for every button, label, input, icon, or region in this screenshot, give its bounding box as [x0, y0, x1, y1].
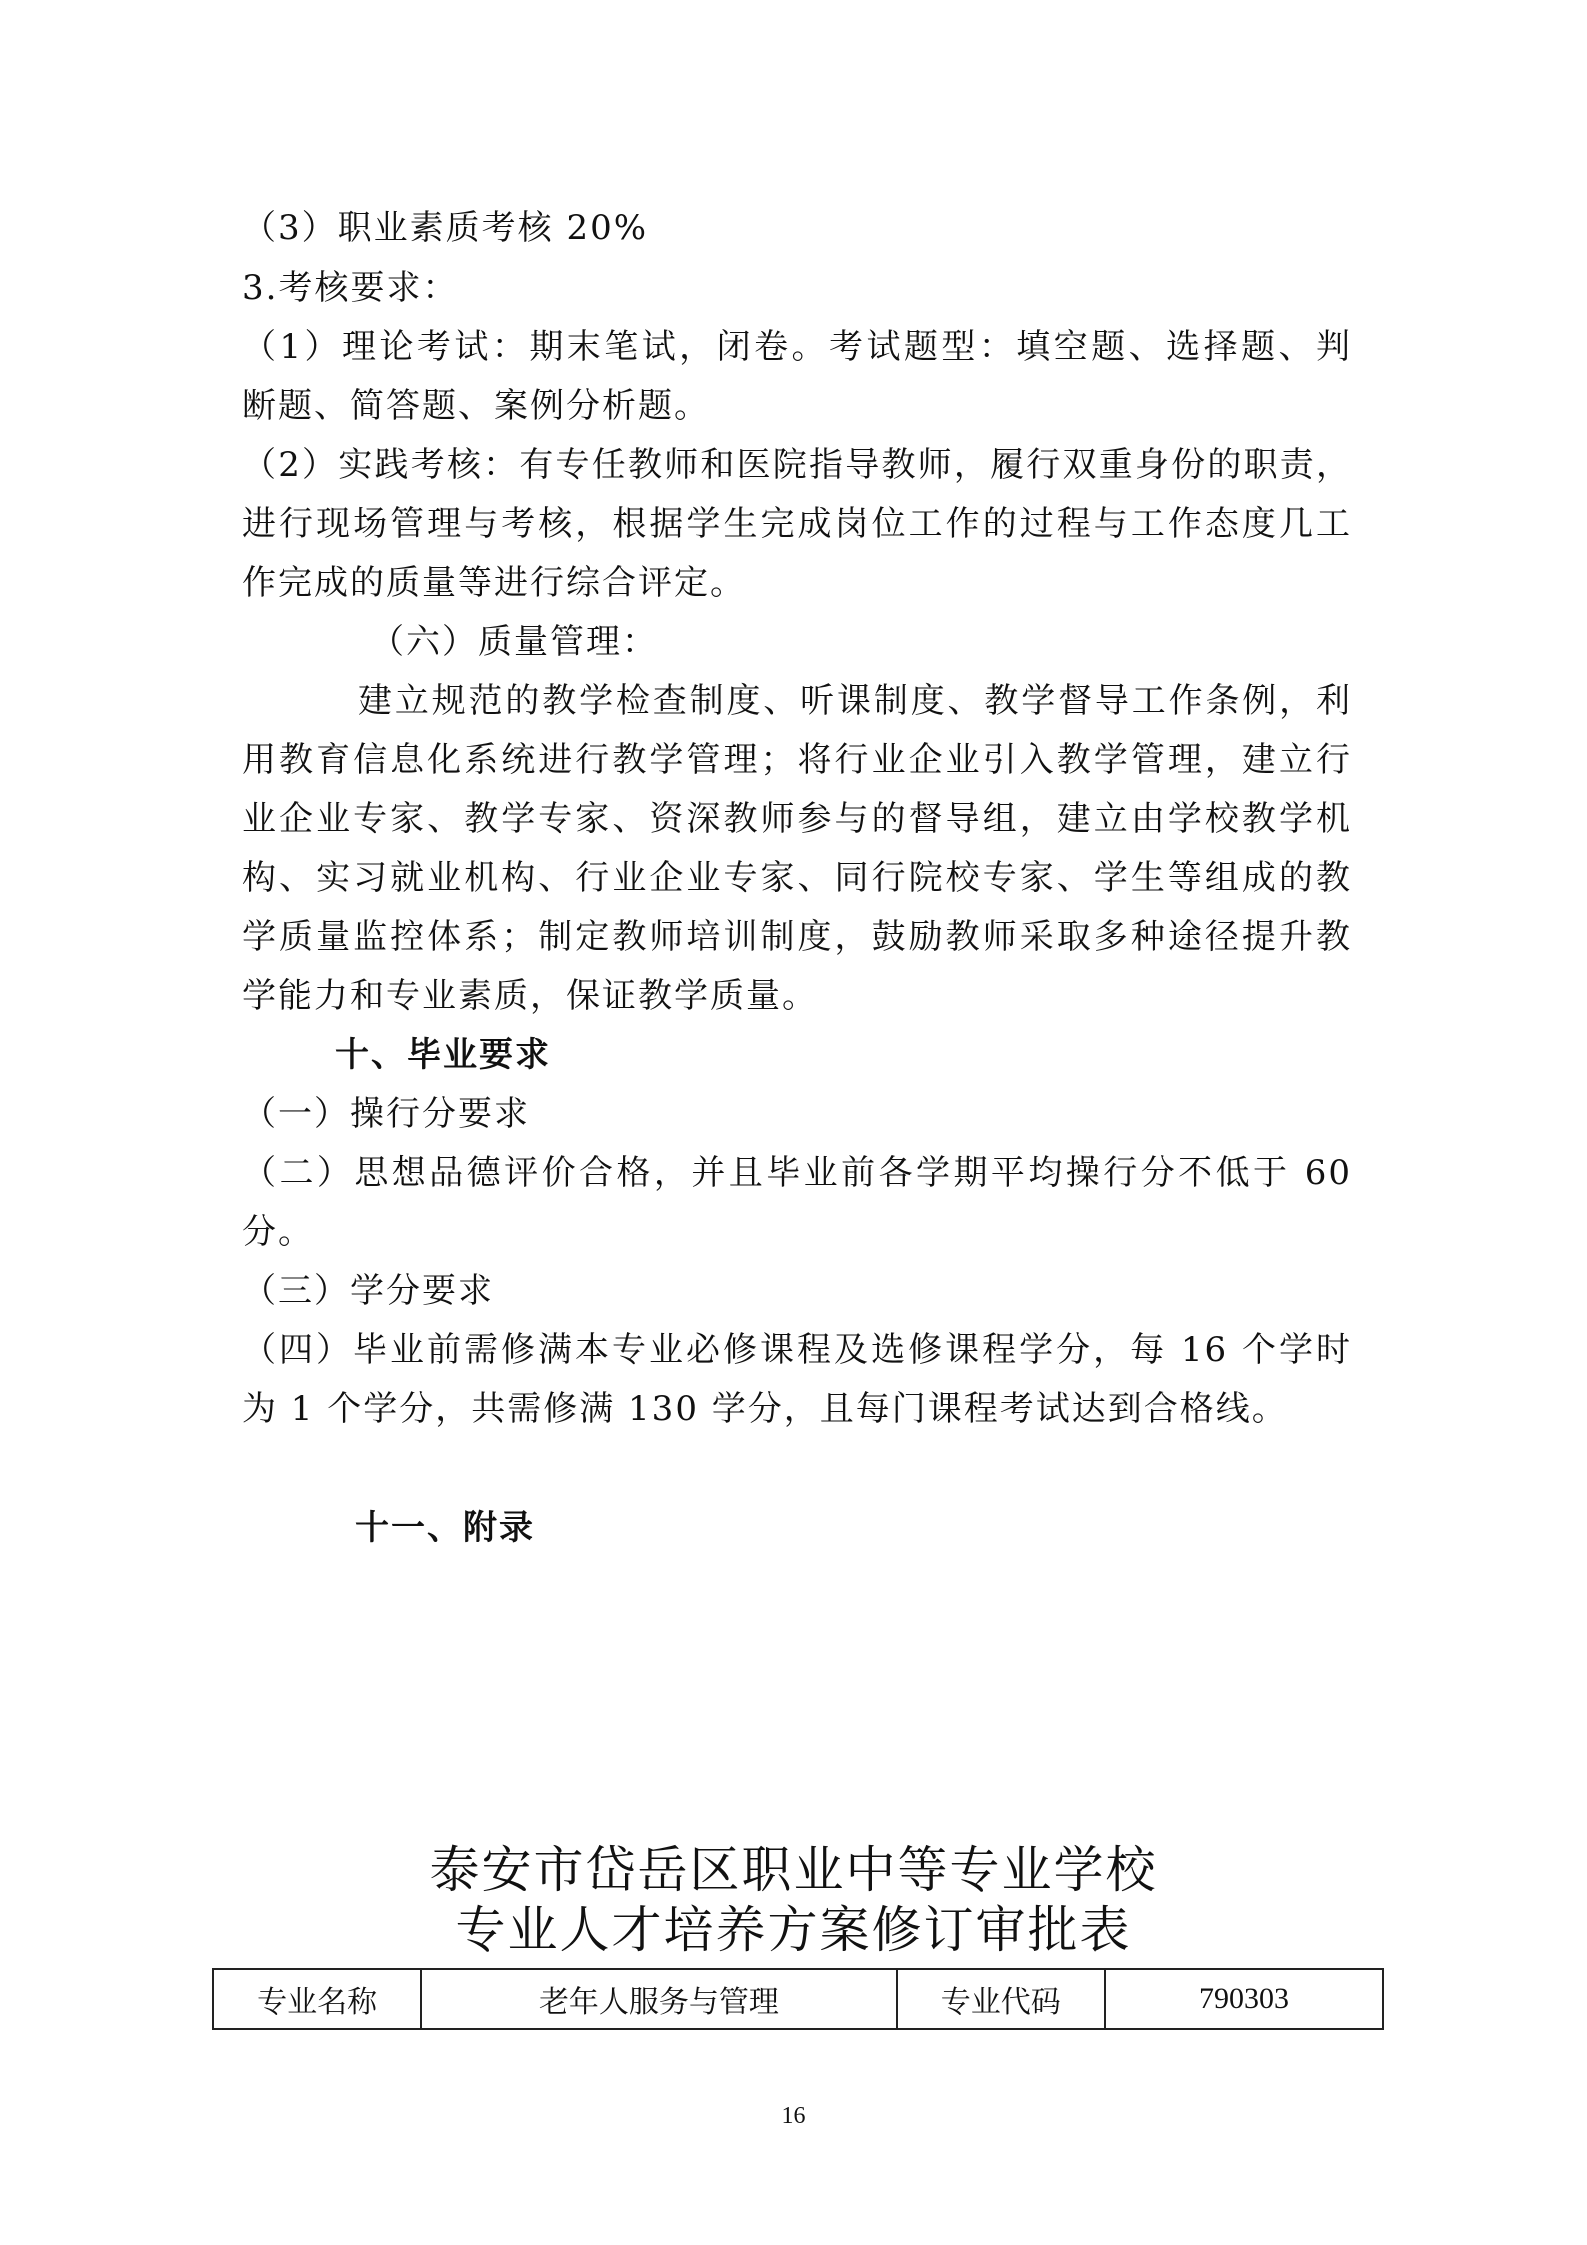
section-heading-graduation: 十、毕业要求: [335, 1035, 551, 1075]
text-line-1: （3）职业素质考核 20%: [242, 208, 649, 248]
text-line-6: 进行现场管理与考核，根据学生完成岗位工作的过程与工作态度几工: [242, 504, 1352, 544]
section-heading-quality: （六）质量管理：: [370, 622, 658, 662]
text-line-credit-detail-2: 为 1 个学分，共需修满 130 学分，且每门课程考试达到合格线。: [242, 1389, 1288, 1429]
para-quality-line-6: 学能力和专业素质，保证教学质量。: [242, 976, 818, 1016]
text-line-4: 断题、简答题、案例分析题。: [242, 386, 710, 426]
page-number: 16: [781, 2103, 806, 2129]
approval-table: [212, 1968, 1384, 2030]
section-heading-appendix: 十一、附录: [355, 1508, 535, 1548]
major-name-label: 专业名称: [213, 1969, 421, 2029]
text-line-3: （1）理论考试：期末笔试，闭卷。考试题型：填空题、选择题、判: [242, 327, 1352, 367]
text-line-moral-2: 分。: [242, 1212, 314, 1252]
text-line-credit-detail-1: （四）毕业前需修满本专业必修课程及选修课程学分，每 16 个学时: [242, 1330, 1352, 1370]
major-code-label: 专业代码: [897, 1969, 1105, 2029]
text-line-7: 作完成的质量等进行综合评定。: [242, 563, 746, 603]
approval-title-line-1: 泰安市岱岳区职业中等专业学校: [429, 1841, 1158, 1899]
major-name-value: 老年人服务与管理: [421, 1969, 896, 2029]
para-quality-line-4: 构、实习就业机构、行业企业专家、同行院校专家、学生等组成的教: [242, 858, 1352, 898]
text-line-credit: （三）学分要求: [242, 1271, 494, 1311]
approval-title-line-2: 专业人才培养方案修订审批表: [455, 1901, 1132, 1959]
major-code-value: 790303: [1105, 1969, 1383, 2029]
para-quality-line-1: 建立规范的教学检查制度、听课制度、教学督导工作条例，利: [358, 681, 1352, 721]
text-line-5: （2）实践考核：有专任教师和医院指导教师，履行双重身份的职责，: [242, 445, 1352, 485]
para-quality-line-5: 学质量监控体系；制定教师培训制度，鼓励教师采取多种途径提升教: [242, 917, 1352, 957]
text-line-2: 3.考核要求：: [242, 268, 459, 308]
text-line-conduct: （一）操行分要求: [242, 1094, 530, 1134]
para-quality-line-3: 业企业专家、教学专家、资深教师参与的督导组，建立由学校教学机: [242, 799, 1352, 839]
text-line-moral-1: （二）思想品德评价合格，并且毕业前各学期平均操行分不低于 60: [242, 1153, 1352, 1193]
table-row: [213, 1969, 1383, 2029]
para-quality-line-2: 用教育信息化系统进行教学管理；将行业企业引入教学管理，建立行: [242, 740, 1352, 780]
